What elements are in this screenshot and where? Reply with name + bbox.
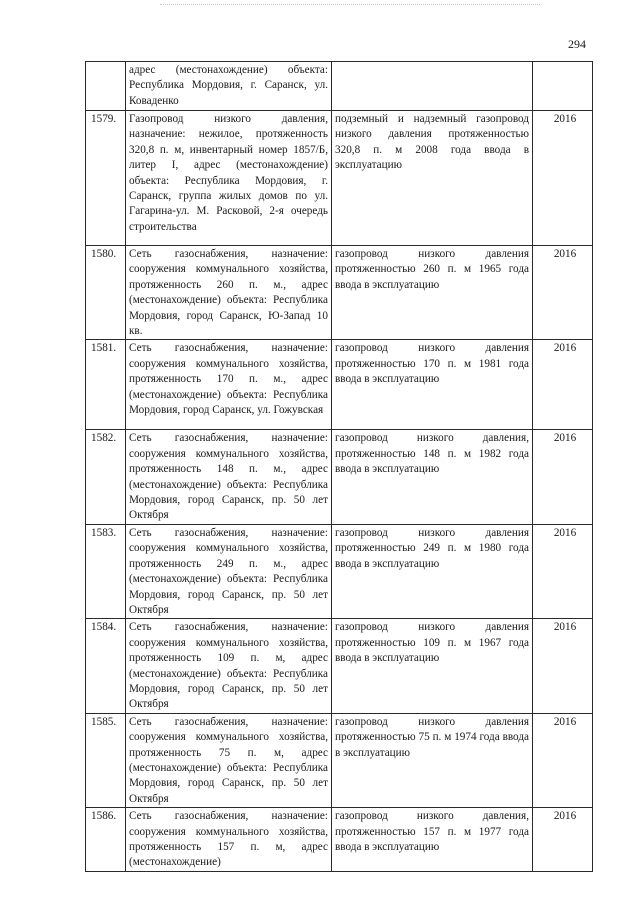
- object-characteristics-cell: газопровод низкого давления протяженностью 170 п. м 1981 года ввода в эксплуатацию: [332, 340, 533, 430]
- object-characteristics-cell: [332, 62, 533, 111]
- year-cell: 2016: [533, 246, 593, 340]
- object-characteristics-cell: газопровод низкого давления протяженностью 260 п. м 1965 года ввода в эксплуатацию: [332, 246, 533, 340]
- table-row: [86, 340, 593, 430]
- row-number-cell: 1586.: [86, 808, 126, 872]
- table-row: [86, 246, 593, 340]
- table-row: [86, 619, 593, 713]
- table-row: [86, 430, 593, 524]
- object-description-cell: Сеть газоснабжения, назначение: сооружения коммунального хозяйства, протяженность 170 п. м., адрес (местонахождение) объекта: Республика Мордовия, город Саранск, ул. Гожувская: [126, 340, 332, 430]
- year-cell: 2016: [533, 524, 593, 618]
- row-number-cell: 1581.: [86, 340, 126, 430]
- object-description-cell: адрес (местонахождение) объекта: Республика Мордовия, г. Саранск, ул. Коваденко: [126, 62, 332, 111]
- table-row: [86, 111, 593, 246]
- object-characteristics-cell: газопровод низкого давления, протяженностью 157 п. м 1977 года ввода в эксплуатацию: [332, 808, 533, 872]
- year-cell: 2016: [533, 808, 593, 872]
- object-description-cell: Сеть газоснабжения, назначение: сооружения коммунального хозяйства, протяженность 249 п. м., адрес (местонахождение) объекта: Республика Мордовия, город Саранск, пр. 50 лет Октября: [126, 524, 332, 618]
- object-characteristics-cell: газопровод низкого давления, протяженностью 148 п. м 1982 года ввода в эксплуатацию: [332, 430, 533, 524]
- year-cell: [533, 62, 593, 111]
- year-cell: 2016: [533, 111, 593, 246]
- row-number-cell: 1583.: [86, 524, 126, 618]
- object-characteristics-cell: газопровод низкого давления протяженностью 75 п. м 1974 года ввода в эксплуатацию: [332, 713, 533, 807]
- scan-artifact-line: [160, 4, 540, 7]
- object-description-cell: Сеть газоснабжения, назначение: сооружения коммунального хозяйства, протяженность 260 п. м., адрес (местонахождение) объекта: Республика Мордовия, город Саранск, Ю-Запад 10 кв.: [126, 246, 332, 340]
- object-characteristics-cell: газопровод низкого давления протяженностью 249 п. м 1980 года ввода в эксплуатацию: [332, 524, 533, 618]
- property-register-table: [85, 61, 593, 872]
- object-description-cell: Сеть газоснабжения, назначение: сооружения коммунального хозяйства, протяженность 157 п. м, адрес (местонахождение): [126, 808, 332, 872]
- table-row: [86, 713, 593, 807]
- year-cell: 2016: [533, 430, 593, 524]
- year-cell: 2016: [533, 713, 593, 807]
- row-number-cell: 1584.: [86, 619, 126, 713]
- row-number-cell: [86, 62, 126, 111]
- object-description-cell: Сеть газоснабжения, назначение: сооружения коммунального хозяйства, протяженность 109 п. м, адрес (местонахождение) объекта: Республика Мордовия, город Саранск, пр. 50 лет Октября: [126, 619, 332, 713]
- object-description-cell: Сеть газоснабжения, назначение: сооружения коммунального хозяйства, протяженность 75 п. м, адрес (местонахождение) объекта: Республика Мордовия, город Саранск, пр. 50 лет Октября: [126, 713, 332, 807]
- row-number-cell: 1580.: [86, 246, 126, 340]
- object-description-cell: Газопровод низкого давления, назначение: нежилое, протяженность 320,8 п. м, инвентарный номер 1857/Б, литер I, адрес (местонахождение) объекта: Республика Мордовия, г. Саранск, группа жилых домов по ул. Гагарина-ул. М. Расковой, 2-я очередь строительства: [126, 111, 332, 246]
- object-description-cell: Сеть газоснабжения, назначение: сооружения коммунального хозяйства, протяженность 148 п. м., адрес (местонахождение) объекта: Республика Мордовия, город Саранск, пр. 50 лет Октября: [126, 430, 332, 524]
- row-number-cell: 1585.: [86, 713, 126, 807]
- object-characteristics-cell: подземный и надземный газопровод низкого давления протяженностью 320,8 п. м 2008 года ввода в эксплуатацию: [332, 111, 533, 246]
- page-number: 294: [568, 37, 586, 51]
- year-cell: 2016: [533, 340, 593, 430]
- table-row: [86, 524, 593, 618]
- row-number-cell: 1582.: [86, 430, 126, 524]
- object-characteristics-cell: газопровод низкого давления протяженностью 109 п. м 1967 года ввода в эксплуатацию: [332, 619, 533, 713]
- year-cell: 2016: [533, 619, 593, 713]
- table-row: [86, 62, 593, 111]
- table-row: [86, 808, 593, 872]
- row-number-cell: 1579.: [86, 111, 126, 246]
